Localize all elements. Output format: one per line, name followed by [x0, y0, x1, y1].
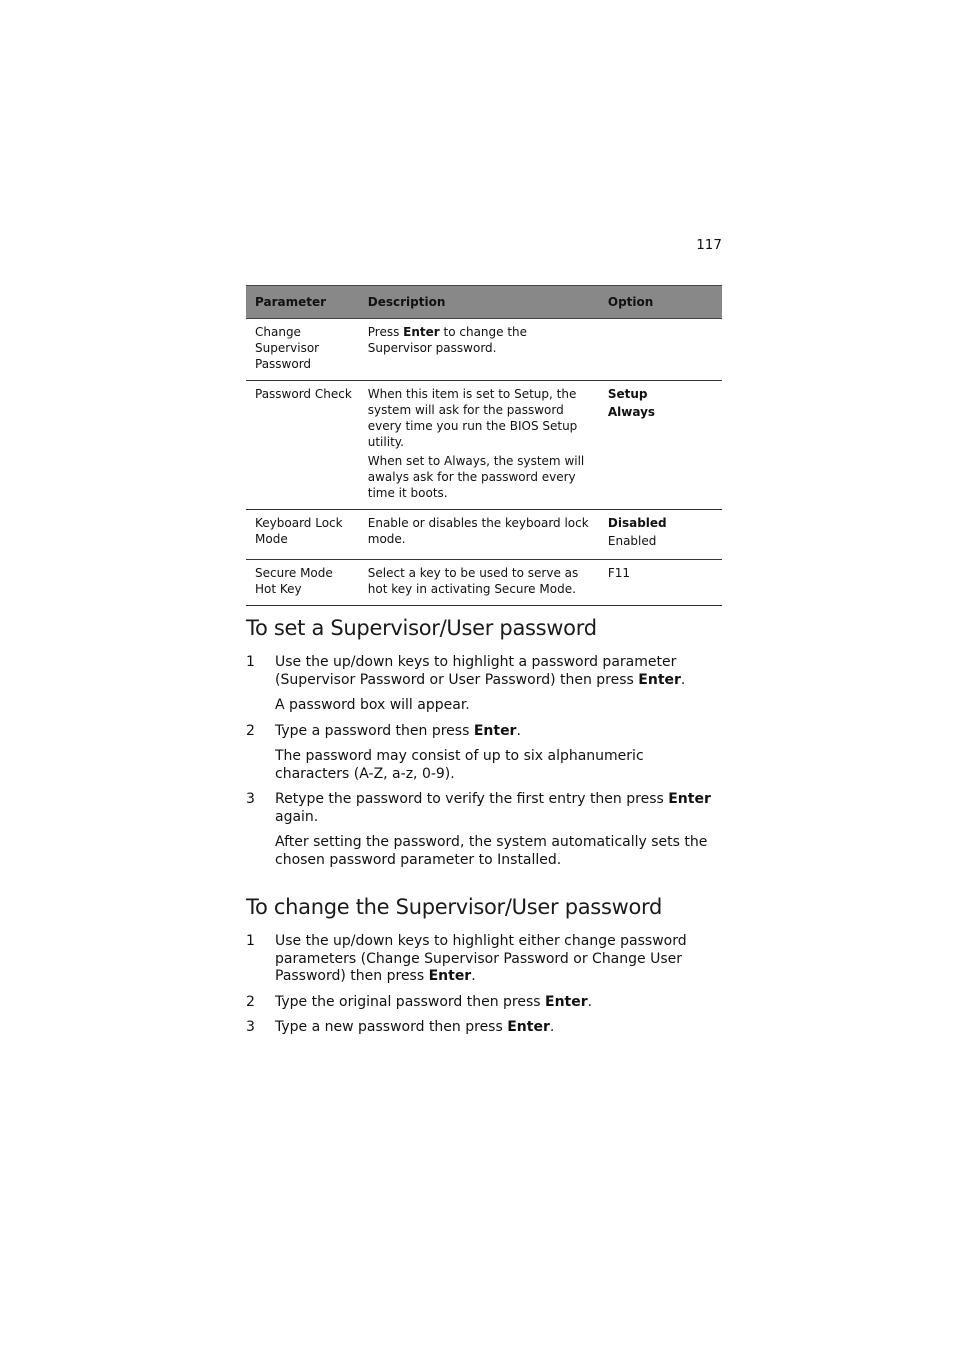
description-paragraph	[368, 386, 593, 450]
description-text: When this item is set to Setup, the system will ask for the password every time you run the BIOS Setup utility.	[367, 387, 578, 449]
description-paragraph	[368, 515, 593, 547]
key-name: Enter	[403, 325, 440, 339]
description-text: Select a key to be used to serve as hot key in activating Secure Mode.	[367, 566, 579, 596]
key-name: Enter	[473, 722, 517, 739]
description-cell	[359, 560, 599, 606]
step-number: 1	[246, 933, 255, 949]
step-text: .	[516, 722, 521, 739]
step-item	[246, 723, 722, 741]
section-heading-change-password: To change the Supervisor/User password	[246, 895, 663, 919]
step-number: 3	[246, 1019, 255, 1035]
table-header-row	[246, 286, 722, 319]
step-text: .	[549, 1019, 555, 1035]
key-name: Enter	[638, 671, 681, 688]
option-value: Always	[607, 405, 656, 419]
table-row	[246, 319, 722, 381]
step-number: 3	[246, 791, 255, 807]
description-paragraph	[368, 565, 593, 597]
bios-parameter-table	[246, 285, 722, 606]
step-text: .	[587, 993, 593, 1010]
parameter-cell: Keyboard Lock Mode	[246, 510, 359, 560]
header-description: Description	[359, 286, 599, 319]
page-number: 117	[696, 237, 722, 253]
description-cell	[359, 381, 599, 510]
step-text: Type a password then press	[275, 722, 474, 739]
header-parameter: Parameter	[246, 286, 359, 319]
step-text: .	[471, 968, 476, 984]
step-text: Type a new password then press	[275, 1019, 508, 1035]
description-text: Enable or disables the keyboard lock mode.	[367, 516, 589, 546]
option-value: F11	[607, 566, 631, 580]
table-row	[246, 560, 722, 606]
step-text: Type the original password then press	[275, 993, 546, 1010]
step-item	[246, 994, 722, 1012]
key-name: Enter	[545, 993, 588, 1010]
description-cell	[359, 319, 599, 381]
option-cell	[599, 560, 722, 606]
table-row	[246, 381, 722, 510]
description-paragraph	[368, 453, 593, 501]
option-cell	[599, 319, 722, 381]
section-heading-set-password: To set a Supervisor/User password	[246, 616, 597, 640]
step-text: .	[680, 671, 686, 688]
key-name: Enter	[507, 1019, 550, 1035]
option-value: Disabled	[607, 516, 667, 530]
set-password-steps	[246, 654, 722, 877]
step-number: 2	[246, 722, 255, 739]
step-text: again.	[275, 808, 319, 825]
step-note: A password box will appear.	[275, 697, 470, 713]
parameter-cell: Change Supervisor Password	[246, 319, 359, 381]
option-value: Enabled	[607, 534, 657, 548]
step-number: 1	[246, 654, 255, 670]
key-name: Enter	[668, 791, 711, 807]
description-text: Press	[367, 325, 404, 339]
description-paragraph	[368, 324, 593, 356]
step-note: The password may consist of up to six alphanumeric characters (A-Z, a-z, 0-9).	[275, 748, 644, 782]
step-item	[246, 791, 722, 826]
parameter-cell: Secure Mode Hot Key	[246, 560, 359, 606]
step-text: Use the up/down keys to highlight either change password parameters (Change Supervisor Password or Change User Password) then press	[275, 933, 687, 984]
step-item	[246, 1019, 722, 1037]
change-password-steps	[246, 933, 722, 1045]
option-value: Setup	[607, 387, 648, 401]
key-name: Enter	[428, 968, 472, 984]
step-note: After setting the password, the system automatically sets the chosen password parameter to Installed.	[275, 834, 708, 868]
header-option: Option	[599, 286, 722, 319]
option-cell	[599, 381, 722, 510]
option-cell	[599, 510, 722, 560]
description-text: When set to Always, the system will awalys ask for the password every time it boots.	[367, 454, 585, 500]
step-item	[246, 933, 722, 986]
parameter-cell: Password Check	[246, 381, 359, 510]
step-item	[246, 654, 722, 689]
description-text: to change the Supervisor password.	[367, 325, 528, 355]
table-body	[246, 319, 722, 606]
step-text: Use the up/down keys to highlight a password parameter (Supervisor Password or User Password) then press	[275, 654, 677, 688]
step-text: Retype the password to verify the first entry then press	[275, 791, 669, 807]
step-number: 2	[246, 993, 255, 1010]
table-row	[246, 510, 722, 560]
description-cell	[359, 510, 599, 560]
